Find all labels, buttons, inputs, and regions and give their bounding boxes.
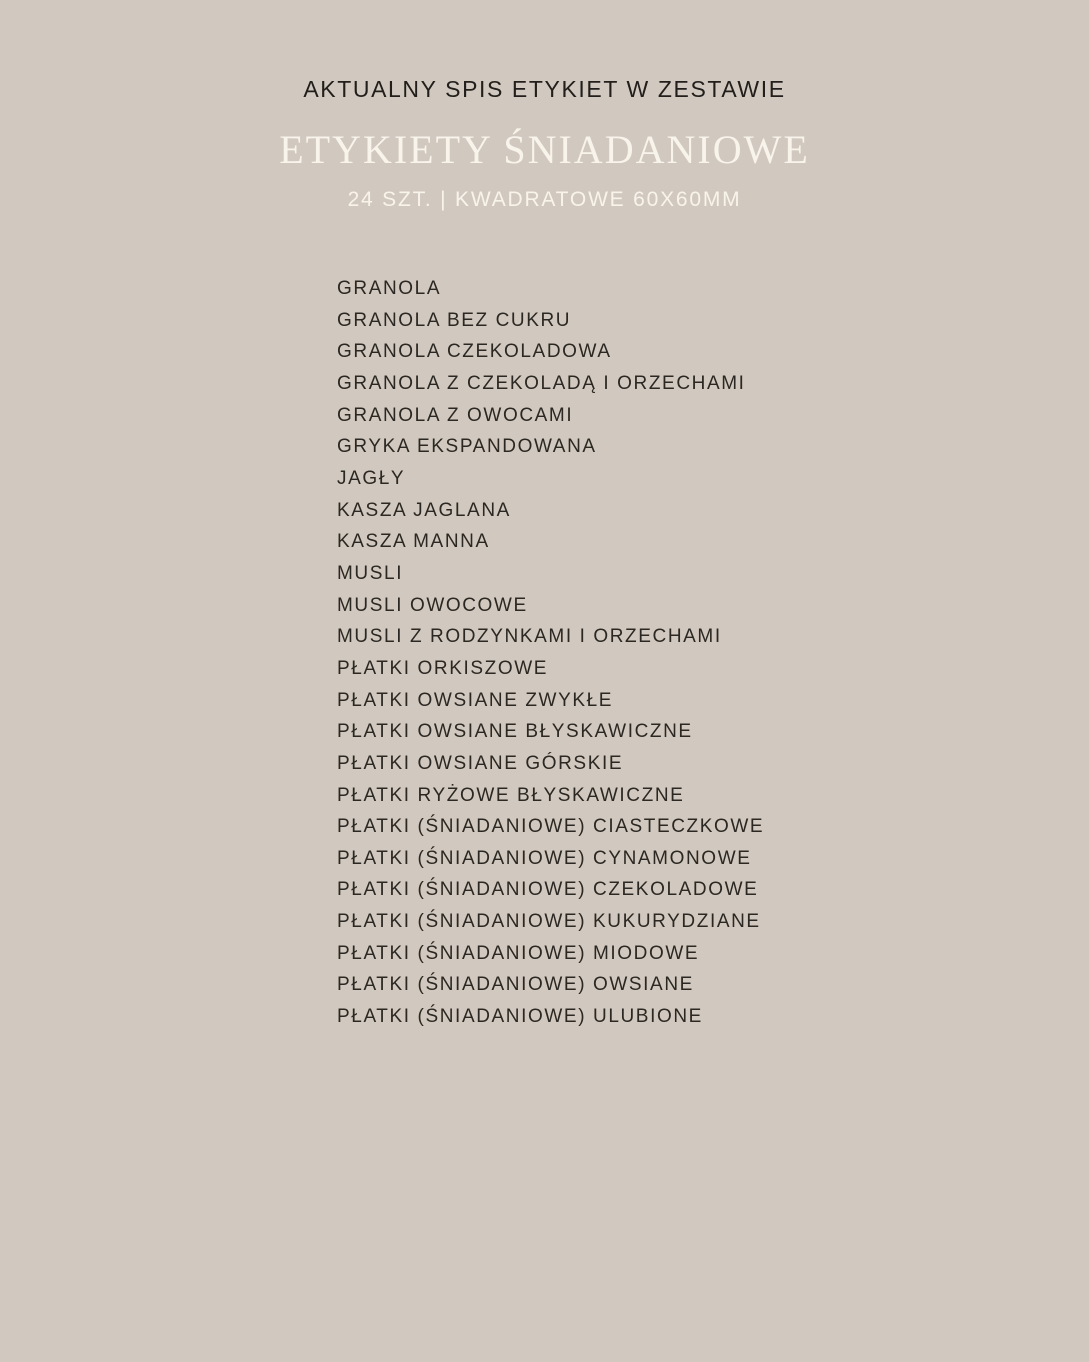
label-list-item: KASZA JAGLANA (337, 499, 511, 521)
label-list-item: GRANOLA Z OWOCAMI (337, 404, 574, 426)
label-list-item: PŁATKI (ŚNIADANIOWE) CZEKOLADOWE (337, 879, 759, 901)
label-list-item: MUSLI (337, 562, 404, 584)
label-list-item: GRYKA EKSPANDOWANA (337, 436, 597, 458)
label-list-item: GRANOLA (337, 278, 442, 299)
label-list-item: PŁATKI OWSIANE ZWYKŁE (337, 689, 614, 711)
label-list-item: PŁATKI (ŚNIADANIOWE) MIODOWE (337, 942, 700, 964)
label-list (337, 273, 764, 1033)
label-list-item: PŁATKI (ŚNIADANIOWE) CIASTECZKOWE (337, 816, 765, 838)
label-list-item: PŁATKI (ŚNIADANIOWE) CYNAMONOWE (337, 847, 752, 869)
label-list-item: PŁATKI ORKISZOWE (337, 657, 549, 679)
page-title: ETYKIETY ŚNIADANIOWE (279, 127, 810, 172)
label-list-item: MUSLI OWOCOWE (337, 594, 528, 616)
label-list-item: GRANOLA CZEKOLADOWA (337, 341, 612, 363)
label-list-item: GRANOLA BEZ CUKRU (337, 309, 572, 331)
label-list-item: GRANOLA Z CZEKOLADĄ I ORZECHAMI (337, 372, 746, 394)
label-list-item: KASZA MANNA (337, 531, 490, 553)
label-list-item: MUSLI Z RODZYNKAMI I ORZECHAMI (337, 626, 722, 648)
label-list-item: PŁATKI RYŻOWE BŁYSKAWICZNE (337, 784, 685, 806)
label-list-item: PŁATKI OWSIANE BŁYSKAWICZNE (337, 721, 693, 743)
label-list-item: PŁATKI (ŚNIADANIOWE) OWSIANE (337, 974, 694, 996)
label-list-item: PŁATKI (ŚNIADANIOWE) KUKURYDZIANE (337, 911, 761, 933)
eyebrow-heading: AKTUALNY SPIS ETYKIET W ZESTAWIE (303, 76, 786, 102)
label-list-item: PŁATKI OWSIANE GÓRSKIE (337, 752, 624, 774)
label-list-item: PŁATKI (ŚNIADANIOWE) ULUBIONE (337, 1006, 703, 1028)
set-details-subtitle: 24 SZT. | KWADRATOWE 60X60MM (347, 188, 742, 211)
label-list-item: JAGŁY (337, 467, 406, 489)
